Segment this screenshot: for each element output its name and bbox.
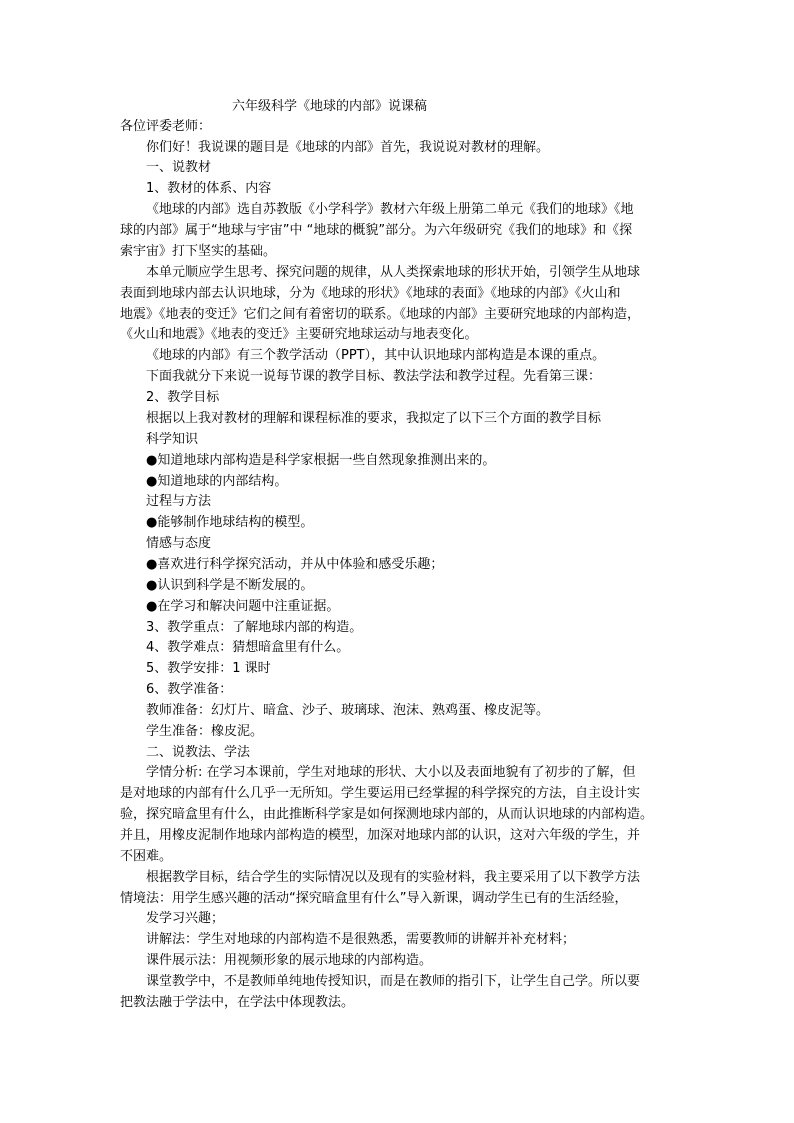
paragraph-line: 课件展示法：用视频形象的展示地球的内部构造。 <box>146 953 433 968</box>
paragraph-line: 根据以上我对教材的理解和课程标准的要求，我拟定了以下三个方面的教学目标 <box>146 411 602 426</box>
bullet-item: ●能够制作地球结构的模型。 <box>146 515 314 530</box>
subsection-heading: 6、教学准备： <box>146 682 233 697</box>
paragraph-line: 《火山和地震》《地表的变迁》主要研究地球运动与地表变化。 <box>120 327 478 342</box>
paragraph-line: 发学习兴趣； <box>146 911 225 926</box>
bullet-item: ●喜欢进行科学探究活动，并从中体验和感受乐趣； <box>146 557 444 572</box>
bullet-item: ●知道地球内部构造是科学家根据一些自然现象推测出来的。 <box>146 453 496 468</box>
paragraph-line: 根据教学目标，结合学生的实际情况以及现有的实验材料，我主要采用了以下教学方法 <box>146 870 641 885</box>
paragraph-line: 是对地球的内部有什么几乎一无所知。学生要运用已经掌握的科学探究的方法，自主设计实 <box>120 786 641 801</box>
subheading: 科学知识 <box>146 432 199 447</box>
subsection-heading: 4、教学难点：猜想暗盒里有什么。 <box>146 640 350 655</box>
bullet-item: ●认识到科学是不断发展的。 <box>146 578 314 593</box>
section-heading: 一、说教材 <box>146 160 212 175</box>
paragraph-line: 讲解法：学生对地球的内部构造不是很熟悉，需要教师的讲解并补充材料； <box>146 932 576 947</box>
paragraph-line: 验，探究暗盒里有什么，由此推断科学家是如何探测地球内部的，从而认识地球的内部构造。 <box>120 807 654 822</box>
paragraph-line: 并且，用橡皮泥制作地球内部构造的模型，加深对地球内部的认识，这对六年级的学生，并 <box>120 828 641 843</box>
section-heading: 二、说教法、学法 <box>146 745 251 760</box>
subheading: 情感与态度 <box>146 536 212 551</box>
paragraph-line: 学情分析: 在学习本课前，学生对地球的形状、大小以及表面地貌有了初步的了解，但 <box>146 765 636 780</box>
paragraph-line: 教师准备：幻灯片、暗盒、沙子、玻璃球、泡沫、熟鸡蛋、橡皮泥等。 <box>146 703 550 718</box>
subsection-heading: 3、教学重点：了解地球内部的构造。 <box>146 620 363 635</box>
paragraph-line: 把教法融于学法中，在学法中体现教法。 <box>120 995 355 1010</box>
doc-title: 六年级科学《地球的内部》说课稿 <box>232 99 428 114</box>
paragraph-line: 你们好！我说课的题目是《地球的内部》首先，我说说对教材的理解。 <box>146 140 550 155</box>
paragraph-line: 情境法：用学生感兴趣的活动“探究暗盒里有什么”导入新课，调动学生已有的生活经验， <box>120 891 628 906</box>
paragraph-line: 各位评委老师： <box>120 119 212 134</box>
subsection-heading: 2、教学目标 <box>146 390 220 405</box>
paragraph-line: 索宇宙》打下坚实的基础。 <box>120 244 277 259</box>
paragraph-line: 表面到地球内部去认识地球，分为《地球的形状》《地球的表面》《地球的内部》《火山和 <box>120 286 621 301</box>
paragraph-line: 本单元顺应学生思考、探究问题的规律，从人类探索地球的形状开始，引领学生从地球 <box>146 265 641 280</box>
subsection-heading: 5、教学安排：1 课时 <box>146 661 271 676</box>
bullet-item: ●在学习和解决问题中注重证据。 <box>146 599 340 614</box>
paragraph-line: 地震》《地表的变迁》它们之间有着密切的联系。《地球的内部》主要研究地球的内部构造， <box>120 307 641 322</box>
paragraph-line: 课堂教学中，不是教师单纯地传授知识，而是在教师的指引下，让学生自己学。所以要 <box>146 974 641 989</box>
paragraph-line: 学生准备：橡皮泥。 <box>146 724 264 739</box>
bullet-item: ●知道地球的内部结构。 <box>146 474 288 489</box>
subsection-heading: 1、教材的体系、内容 <box>146 181 272 196</box>
paragraph-line: 下面我就分下来说一说每节课的教学目标、教法学法和教学过程。先看第三课： <box>146 369 602 384</box>
subheading: 过程与方法 <box>146 494 212 509</box>
paragraph-line: 不困难。 <box>120 849 173 864</box>
paragraph-line: 《地球的内部》选自苏教版《小学科学》教材六年级上册第二单元《我们的地球》《地 <box>146 202 634 217</box>
paragraph-line: 球的内部》属于“地球与宇宙”中 “地球的概貌”部分。为六年级研究《我们的地球》和《探 <box>120 223 633 238</box>
paragraph-line: 《地球的内部》有三个教学活动（PPT），其中认识地球内部构造是本课的重点。 <box>146 348 606 363</box>
